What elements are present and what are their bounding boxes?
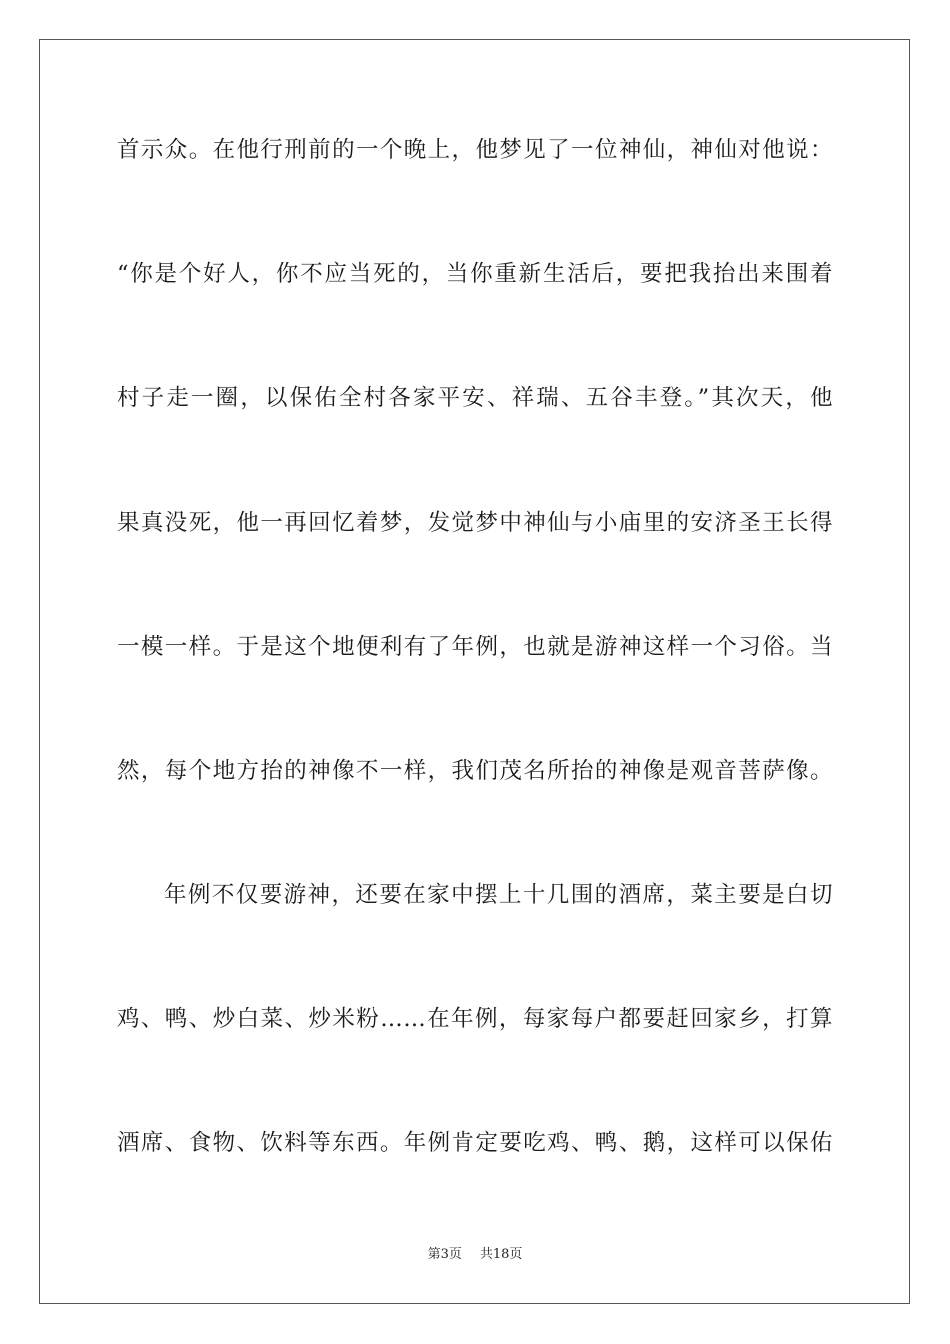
body-text-line: 一模一样。于是这个地便利有了年例，也就是游神这样一个习俗。当 [117, 634, 833, 660]
paragraph-start-line: 年例不仅要游神，还要在家中摆上十几围的酒席，菜主要是白切 [164, 882, 833, 908]
page-number: 第3页 [427, 1247, 462, 1262]
body-text-line: “你是个好人，你不应当死的，当你重新生活后，要把我抬出来围着 [117, 261, 833, 287]
body-text-line: 首示众。在他行刑前的一个晚上，他梦见了一位神仙，神仙对他说： [117, 137, 833, 163]
body-text-line: 果真没死，他一再回忆着梦，发觉梦中神仙与小庙里的安济圣王长得 [117, 510, 833, 536]
total-pages: 共18页 [479, 1247, 523, 1262]
body-text-line: 酒席、食物、饮料等东西。年例肯定要吃鸡、鸭、鹅，这样可以保佑 [117, 1130, 833, 1156]
body-text-line: 村子走一圈，以保佑全村各家平安、祥瑞、五谷丰登。”其次天，他 [117, 385, 833, 411]
body-text-line: 然，每个地方抬的神像不一样，我们茂名所抬的神像是观音菩萨像。 [117, 758, 833, 784]
page-frame [39, 39, 910, 1304]
page-footer [0, 1246, 950, 1264]
body-text-line: 鸡、鸭、炒白菜、炒米粉……在年例，每家每户都要赶回家乡，打算 [117, 1006, 833, 1032]
